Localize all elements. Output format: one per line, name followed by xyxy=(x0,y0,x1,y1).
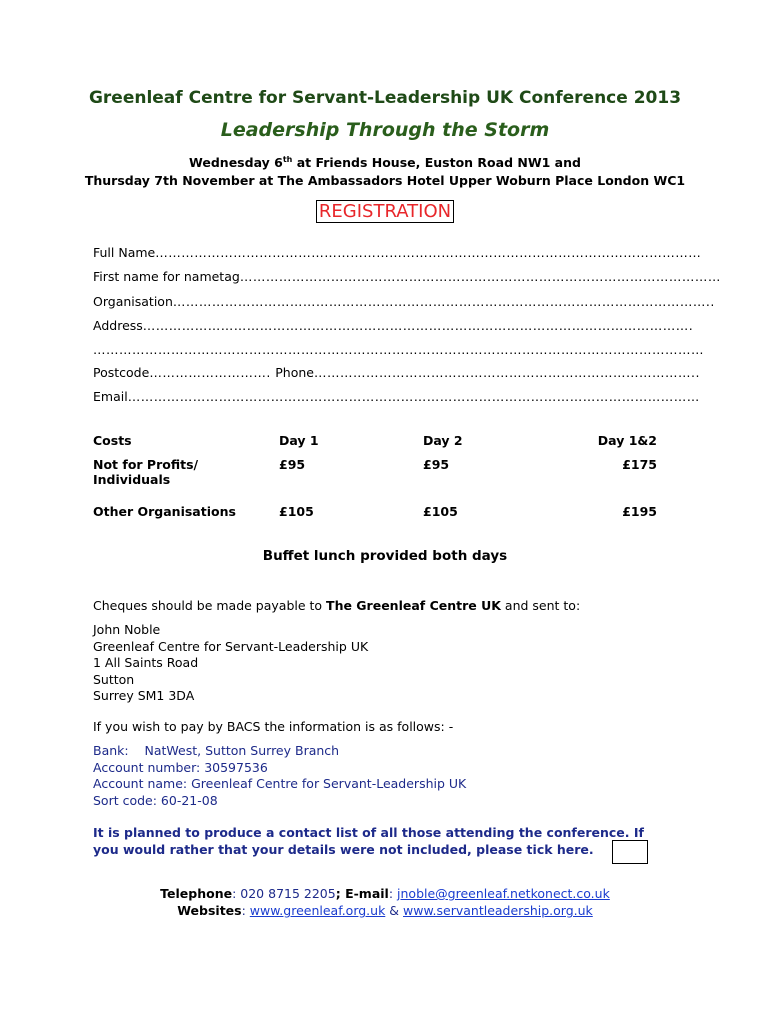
organisation-label: Organisation xyxy=(93,294,173,309)
costs-both-price: £195 xyxy=(622,504,657,519)
contact-note-line-1: It is planned to produce a contact list of all those attending the conference. If xyxy=(93,825,644,840)
conference-title: Greenleaf Centre for Servant-Leadership UK Conference 2013 xyxy=(88,88,682,108)
row-label-line-1: Not for Profits/ xyxy=(93,457,199,472)
costs-row-label xyxy=(89,457,275,504)
cheque-text-post: and sent to: xyxy=(500,598,581,613)
costs-header-label: Costs xyxy=(93,433,132,448)
address-line: John Noble xyxy=(93,622,161,637)
bank-line: Account name: Greenleaf Centre for Servant-Leadership UK xyxy=(93,776,467,791)
conference-subtitle: Leadership Through the Storm xyxy=(220,119,550,141)
costs-both-price: £175 xyxy=(622,457,657,472)
lunch-note: Buffet lunch provided both days xyxy=(262,548,508,564)
address-line: Greenleaf Centre for Servant-Leadership UK xyxy=(93,638,369,654)
venue-day1-location: at Friends House, Euston Road NW1 and xyxy=(292,155,581,171)
postcode-phone-row xyxy=(93,365,700,380)
costs-day2-price: £95 xyxy=(423,457,450,472)
bank-line: Bank: NatWest, Sutton Surrey Branch xyxy=(93,743,340,758)
costs-table xyxy=(89,433,661,519)
postcode-field[interactable]: Postcode………………………. xyxy=(93,365,276,380)
nametag-label: First name for nametag xyxy=(93,269,240,284)
costs-row-label: Other Organisations xyxy=(93,504,236,519)
contact-note-line-2: you would rather that your details were not included, please tick here. xyxy=(93,842,594,857)
bank-line: Sort code: 60-21-08 xyxy=(93,792,218,808)
websites-label: Websites xyxy=(177,903,242,918)
registration-heading-wrap xyxy=(0,200,770,223)
contact-list-note xyxy=(93,824,663,858)
postal-address xyxy=(93,622,368,705)
bank-details xyxy=(93,743,466,809)
address-field-line-2[interactable]: …………………………………………………………………………………………………………………………… xyxy=(93,342,704,357)
address-field[interactable]: Address………………………………………………………………………………………………………………. xyxy=(93,318,694,333)
venue-details xyxy=(0,151,770,190)
full-name-label: Full Name xyxy=(93,245,156,260)
bacs-intro: If you wish to pay by BACS the information is as follows: - xyxy=(93,719,454,734)
footer-line-2: Websites: www.greenleaf.org.uk & www.servantleadership.org.uk xyxy=(177,903,593,918)
address-label: Address xyxy=(93,318,143,333)
email-contact-label: E-mail xyxy=(345,886,389,901)
cheque-payee: The Greenleaf Centre UK xyxy=(326,598,501,613)
venue-day1-suffix: th xyxy=(282,155,293,164)
phone-label: Phone xyxy=(275,365,314,380)
email-field[interactable]: Email…………………………………………………………………………………………………………………… xyxy=(93,389,700,404)
nametag-field[interactable]: First name for nametag………………………………………………………………………………………………… xyxy=(93,269,721,284)
row-label-line-2: Individuals xyxy=(93,472,171,487)
address-line: 1 All Saints Road xyxy=(93,655,199,670)
table-row xyxy=(89,504,661,519)
venue-line-2: Thursday 7th November at The Ambassadors Hotel Upper Woburn Place London WC1 xyxy=(84,173,686,189)
opt-out-checkbox[interactable] xyxy=(612,840,648,864)
costs-day1-price: £105 xyxy=(279,504,314,519)
costs-header-both: Day 1&2 xyxy=(597,433,657,448)
email-label: Email xyxy=(93,389,128,404)
footer-line-1: Telephone: 020 8715 2205; E-mail: jnoble@greenleaf.netkonect.co.uk xyxy=(160,886,610,901)
website-separator: & xyxy=(385,903,404,918)
telephone-number: 020 8715 2205 xyxy=(240,886,336,901)
venue-day1-text: Wednesday 6 xyxy=(189,155,283,171)
full-name-field[interactable]: Full Name……………………………………………………………………………………………………………… xyxy=(93,245,702,260)
website-link-servantleadership[interactable]: www.servantleadership.org.uk xyxy=(403,903,593,918)
telephone-label: Telephone xyxy=(160,886,233,901)
address-line: Surrey SM1 3DA xyxy=(93,688,195,703)
cheque-instructions xyxy=(93,598,580,613)
costs-day2-price: £105 xyxy=(423,504,458,519)
bank-line: Account number: 30597536 xyxy=(93,759,268,775)
costs-header-day1: Day 1 xyxy=(279,433,319,448)
costs-header-row xyxy=(89,433,661,457)
phone-field[interactable]: Phone…………………………………………………………………………….. xyxy=(275,365,700,380)
registration-heading: REGISTRATION xyxy=(316,200,454,223)
website-link-greenleaf[interactable]: www.greenleaf.org.uk xyxy=(249,903,386,918)
venue-line-1 xyxy=(0,151,770,172)
table-row xyxy=(89,457,661,504)
postcode-label: Postcode xyxy=(93,365,150,380)
footer-contact xyxy=(0,885,770,919)
costs-header-day2: Day 2 xyxy=(423,433,463,448)
costs-day1-price: £95 xyxy=(279,457,306,472)
cheque-text-pre: Cheques should be made payable to xyxy=(93,598,327,613)
organisation-field[interactable]: Organisation…………………………………………………………………………………………………………….. xyxy=(93,294,715,309)
email-link[interactable]: jnoble@greenleaf.netkonect.co.uk xyxy=(397,886,610,901)
address-line: Sutton xyxy=(93,671,135,687)
